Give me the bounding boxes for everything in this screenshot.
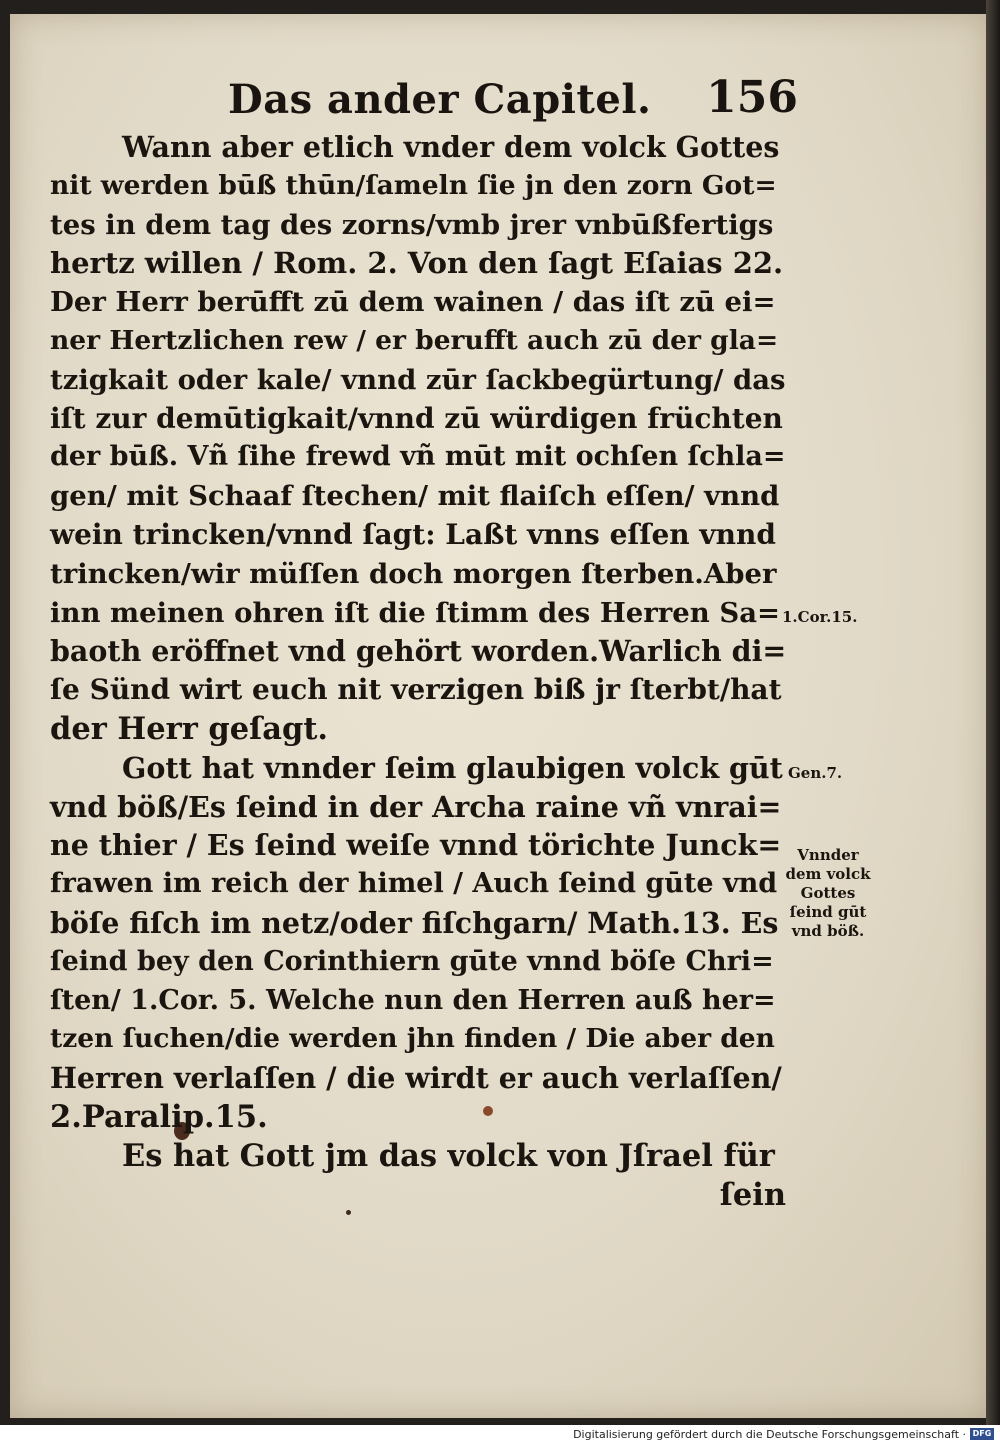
text-line: Herren verlaſſen / die wirdt er auch verlaſſen/: [50, 1061, 782, 1096]
margin-note-cor: [782, 608, 857, 627]
text-line: Der Herr berūfft zū dem wainen / das iſt zū ei=: [50, 286, 776, 319]
text-line: trincken/wir müſſen doch morgen ſterben.Aber: [50, 557, 777, 590]
text-line: inn meinen ohren iſt die ſtimm des Herren Sa=: [50, 596, 781, 629]
text-line: tzen ſuchen/die werden jhn finden / Die aber den: [50, 1023, 775, 1055]
margin-note-line: Vnnder: [797, 846, 859, 864]
text-line: ſeind bey den Corinthiern gūte vnnd böſe Chri=: [50, 945, 774, 977]
text-line: ne thier / Es ſeind weiſe vnnd törichte Junck=: [50, 828, 782, 863]
text-line: ner Hertzlichen rew / er berufft auch zū der gla=: [50, 324, 779, 356]
margin-note-line: Gottes: [800, 884, 856, 902]
running-title: Das ander Capitel.: [228, 76, 652, 123]
text-line: tzigkait oder kale/ vnnd zūr ſackbegürtung/ das: [50, 363, 786, 396]
margin-note-gen-text: Gen.7.: [788, 764, 843, 782]
text-line: ſe Sünd wirt euch nit verzigen biß jr ſterbt/hat: [50, 673, 782, 707]
page-header: [228, 70, 798, 126]
text-line: baoth eröffnet vnd gehört worden.Warlich di=: [50, 634, 787, 669]
text-line: 2.Paralip.15.: [50, 1098, 268, 1135]
margin-note-line: ſeind gūt: [789, 903, 867, 921]
text-line: ſein: [719, 1176, 786, 1213]
dfg-logo: DFG: [970, 1428, 994, 1440]
body-text: [50, 128, 786, 1214]
text-line: der būß. Vñ ſihe frewd vñ mūt mit ochſen ſchla=: [50, 441, 786, 473]
margin-note-vnnder: [778, 846, 878, 941]
text-line: nit werden būß thūn/ſameln ſie jn den zorn Got=: [50, 169, 777, 201]
footer-bar: [0, 1425, 1000, 1444]
page-edge: [986, 0, 1000, 1425]
margin-note-gen: [788, 764, 842, 783]
text-line: iſt zur demūtigkait/vnnd zū würdigen früchten: [50, 401, 783, 435]
text-line: wein trincken/vnnd ſagt: Laßt vnns eſſen vnnd: [50, 517, 776, 551]
margin-note-line: vnd böß.: [791, 922, 865, 940]
text-line: böſe fiſch im netz/oder fiſchgarn/ Math.13. Es: [50, 905, 779, 940]
margin-note-cor-text: 1.Cor.15.: [782, 608, 858, 626]
text-line: Gott hat vnnder ſeim glaubigen volck gūt: [122, 750, 783, 785]
text-line: tes in dem tag des zorns/vmb jrer vnbūßfertigs: [50, 208, 774, 241]
margin-note-line: dem volck: [785, 865, 871, 883]
text-line: Es hat Gott jm das volck von Jſrael für: [122, 1137, 775, 1174]
text-line: der Herr geſagt.: [50, 710, 329, 747]
text-line: ſten/ 1.Cor. 5. Welche nun den Herren auß her=: [50, 984, 776, 1016]
text-line: gen/ mit Schaaf ſtechen/ mit flaiſch eſſen/ vnnd: [50, 480, 780, 513]
text-line: Wann aber etlich vnder dem volck Gottes: [122, 130, 780, 164]
text-line: hertz willen / Rom. 2. Von den ſagt Eſaias 22.: [50, 246, 784, 281]
funding-credit: Digitalisierung gefördert durch die Deutsche Forschungsgemeinschaft ·: [573, 1428, 966, 1441]
text-line: vnd böß/Es ſeind in der Archa raine vñ vnrai=: [50, 789, 782, 824]
page-number: 156: [706, 72, 798, 123]
text-line: frawen im reich der himel / Auch ſeind gūte vnd: [50, 868, 778, 900]
